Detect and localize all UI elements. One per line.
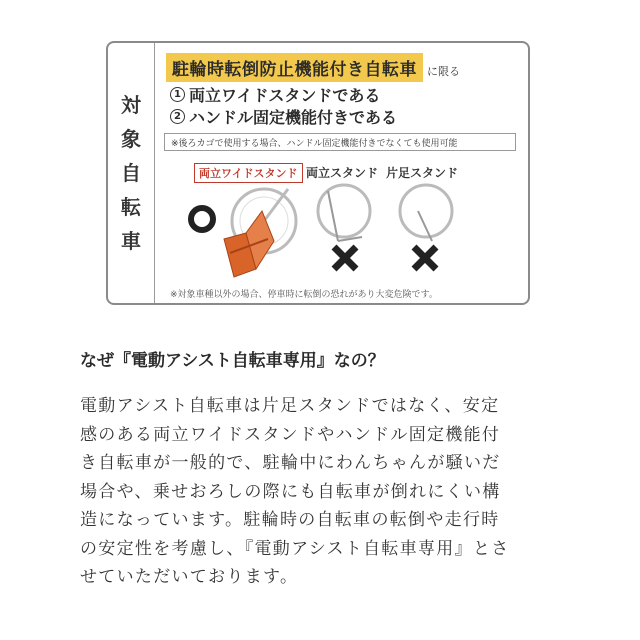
ng-cross-icon (414, 247, 436, 269)
single-stand-illustration (388, 181, 468, 281)
usage-note: ※後ろカゴで使用する場合、ハンドル固定機能付きでなくても使用可能 (164, 133, 516, 151)
side-char: 車 (121, 229, 141, 253)
card-title (166, 53, 460, 82)
side-char: 自 (121, 161, 141, 185)
article-body (80, 392, 570, 592)
ng-cross-icon (334, 247, 356, 269)
ok-circle-icon (191, 208, 213, 230)
side-label (108, 43, 155, 303)
condition-item (170, 105, 397, 128)
condition-text: 両立ワイドスタンドである (189, 86, 381, 105)
side-char: 転 (121, 195, 141, 219)
warning-footnote: ※対象車種以外の場合、停車時に転倒の恐れがあり大変危険です。 (170, 290, 438, 300)
double-stand-illustration (308, 181, 388, 281)
stand-label-wide: 両立ワイドスタンド (194, 163, 303, 183)
body-line: 場合や、乗せおろしの際にも自転車が倒れにくい構 (80, 481, 501, 502)
condition-text: ハンドル固定機能付きである (189, 108, 398, 127)
condition-number: 1 (170, 87, 185, 102)
body-line: せていただいております。 (80, 567, 299, 587)
condition-item (170, 83, 380, 106)
article-heading: なぜ『電動アシスト自転車専用』なの？ (80, 351, 385, 371)
stand-label-single: 片足スタンド (386, 166, 459, 180)
body-line: き自転車が一般的で、駐輪中にわんちゃんが騒いだ (80, 453, 501, 473)
side-char: 対 (121, 93, 141, 117)
body-line: の安定性を考慮し、『電動アシスト自転車専用』とさ (80, 538, 510, 559)
target-bicycle-card (106, 41, 530, 305)
title-highlight: 駐輪時転倒防止機能付き自転車 (166, 53, 423, 82)
side-char: 象 (121, 127, 141, 151)
condition-number: 2 (170, 109, 185, 124)
body-line: 感のある両立ワイドスタンドやハンドル固定機能付 (80, 424, 501, 445)
body-line: 造になっています。駐輪時の自転車の転倒や走行時 (80, 510, 500, 530)
body-line: 電動アシスト自転車は片足スタンドではなく、安定 (80, 396, 500, 416)
title-suffix: に限る (427, 65, 460, 78)
wide-stand-illustration (184, 181, 304, 281)
stand-label-double: 両立スタンド (306, 166, 379, 180)
